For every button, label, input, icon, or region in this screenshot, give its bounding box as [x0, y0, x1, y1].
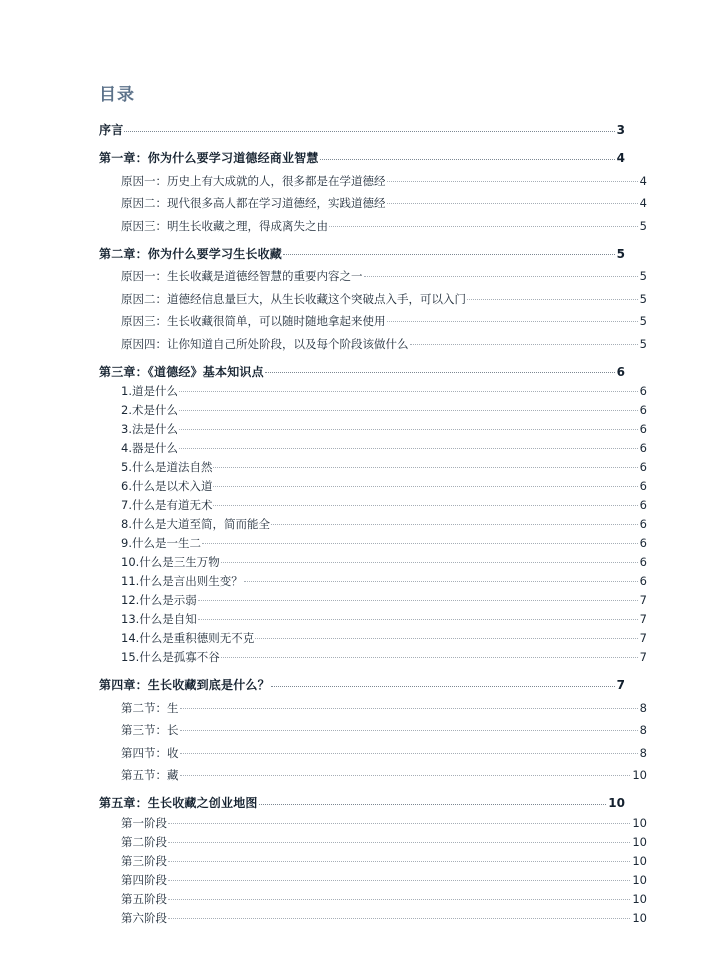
- toc-leader-dots: [467, 291, 638, 303]
- toc-entry-page-number: 10: [608, 796, 625, 810]
- toc-entry[interactable]: [121, 910, 647, 926]
- toc-entry[interactable]: [121, 479, 647, 495]
- toc-entry[interactable]: [121, 517, 647, 533]
- toc-entry-page-number: 10: [632, 872, 647, 887]
- toc-entry[interactable]: [99, 150, 625, 166]
- toc-entry-page-number: 6: [639, 460, 647, 474]
- toc-entry-label: 1.道是什么: [121, 384, 178, 398]
- toc-entry[interactable]: [121, 291, 647, 307]
- toc-entry[interactable]: [121, 536, 647, 552]
- page-title: 目录: [99, 85, 135, 105]
- toc-leader-dots: [259, 795, 607, 807]
- toc-entry-page-number: 4: [639, 196, 647, 210]
- toc-entry-label: 第三阶段: [121, 853, 167, 868]
- toc-entry-label: 11.什么是言出则生变？: [121, 574, 243, 588]
- toc-entry-page-number: 5: [616, 246, 625, 261]
- toc-entry-label: 原因三：生长收藏很简单，可以随时随地拿起来使用: [121, 314, 386, 328]
- table-of-contents: [99, 122, 647, 926]
- toc-entry-page-number: 7: [616, 678, 625, 692]
- toc-entry-page-number: 8: [639, 745, 647, 760]
- toc-leader-dots: [387, 196, 638, 208]
- toc-entry[interactable]: [121, 593, 647, 609]
- toc-entry[interactable]: [121, 872, 647, 888]
- toc-entry-page-number: 3: [616, 123, 625, 137]
- toc-leader-dots: [180, 768, 631, 780]
- toc-entry-label: 原因二：现代很多高人都在学习道德经，实践道德经: [121, 196, 386, 210]
- toc-entry[interactable]: [121, 196, 647, 212]
- toc-entry-page-number: 6: [639, 536, 647, 550]
- toc-entry[interactable]: [121, 460, 647, 476]
- toc-leader-dots: [180, 723, 638, 735]
- toc-leader-dots: [255, 631, 637, 643]
- toc-leader-dots: [213, 479, 637, 491]
- toc-entry-page-number: 6: [639, 574, 647, 588]
- toc-entry-label: 第三节：长: [121, 723, 179, 737]
- toc-leader-dots: [329, 218, 638, 230]
- toc-leader-dots: [271, 517, 638, 529]
- toc-entry-page-number: 7: [639, 612, 647, 626]
- toc-leader-dots: [387, 314, 638, 326]
- toc-leader-dots: [168, 891, 630, 903]
- toc-entry-label: 第五阶段: [121, 891, 167, 906]
- toc-entry-label: 第六阶段: [121, 910, 167, 925]
- toc-entry-page-number: 7: [639, 593, 647, 607]
- toc-entry-label: 第五章：生长收藏之创业地图: [99, 796, 258, 810]
- toc-entry[interactable]: [121, 218, 647, 234]
- toc-entry-label: 5.什么是道法自然: [121, 460, 213, 474]
- toc-leader-dots: [202, 536, 638, 548]
- toc-entry[interactable]: [121, 612, 647, 628]
- toc-entry-label: 原因四：让你知道自己所处阶段，以及每个阶段该做什么: [121, 336, 409, 351]
- toc-entry[interactable]: [121, 336, 647, 352]
- toc-entry-label: 第一章：你为什么要学习道德经商业智慧: [99, 151, 319, 165]
- toc-entry[interactable]: [121, 834, 647, 850]
- toc-entry-page-number: 5: [639, 269, 647, 283]
- toc-entry-label: 第四节：收: [121, 745, 179, 760]
- toc-leader-dots: [410, 336, 638, 348]
- toc-entry-label: 原因三：明生长收藏之理，得成离失之由: [121, 218, 328, 233]
- toc-entry[interactable]: [121, 498, 647, 514]
- toc-entry-page-number: 10: [632, 910, 647, 925]
- toc-entry-page-number: 10: [632, 768, 647, 782]
- toc-entry-label: 8.什么是大道至简，简而能全: [121, 517, 270, 531]
- toc-entry-page-number: 5: [639, 314, 647, 328]
- toc-entry-label: 第一阶段: [121, 815, 167, 830]
- toc-entry[interactable]: [121, 173, 647, 189]
- toc-leader-dots: [221, 555, 638, 567]
- toc-leader-dots: [283, 246, 615, 258]
- toc-entry-page-number: 6: [639, 555, 647, 569]
- toc-entry[interactable]: [121, 403, 647, 419]
- toc-leader-dots: [180, 745, 638, 757]
- toc-leader-dots: [180, 700, 638, 712]
- toc-entry-label: 10.什么是三生万物: [121, 555, 220, 569]
- toc-entry-page-number: 4: [639, 173, 647, 188]
- toc-entry-page-number: 6: [639, 479, 647, 493]
- toc-leader-dots: [168, 853, 630, 865]
- toc-entry[interactable]: [99, 795, 625, 811]
- toc-leader-dots: [213, 460, 637, 472]
- toc-entry-label: 9.什么是一生二: [121, 536, 201, 550]
- toc-entry[interactable]: [121, 815, 647, 831]
- toc-entry-page-number: 10: [632, 891, 647, 906]
- toc-entry-label: 第二节：生: [121, 700, 179, 715]
- toc-entry[interactable]: [121, 853, 647, 869]
- toc-leader-dots: [179, 422, 638, 434]
- toc-entry[interactable]: [121, 650, 647, 666]
- toc-entry[interactable]: [121, 768, 647, 784]
- toc-entry-page-number: 6: [639, 422, 647, 436]
- toc-leader-dots: [168, 815, 630, 827]
- toc-entry-label: 12.什么是示弱: [121, 593, 197, 607]
- toc-leader-dots: [320, 150, 615, 162]
- toc-entry[interactable]: [121, 269, 647, 285]
- toc-entry-label: 15.什么是孤寡不谷: [121, 650, 220, 664]
- toc-entry-label: 4.器是什么: [121, 441, 178, 455]
- toc-entry-page-number: 5: [639, 336, 647, 351]
- toc-entry-label: 原因一：历史上有大成就的人，很多都是在学道德经: [121, 173, 386, 188]
- toc-entry-label: 原因一：生长收藏是道德经智慧的重要内容之一: [121, 269, 363, 283]
- toc-leader-dots: [213, 498, 637, 510]
- toc-entry[interactable]: [121, 631, 647, 647]
- toc-entry[interactable]: [99, 677, 625, 693]
- toc-entry-label: 2.术是什么: [121, 403, 178, 417]
- toc-entry-page-number: 10: [632, 834, 647, 849]
- toc-entry-label: 第三章：《道德经》基本知识点: [99, 364, 264, 379]
- toc-entry[interactable]: [99, 122, 625, 138]
- toc-leader-dots: [179, 384, 638, 396]
- toc-entry[interactable]: [121, 723, 647, 739]
- toc-entry[interactable]: [121, 384, 647, 400]
- toc-leader-dots: [179, 403, 638, 415]
- toc-entry[interactable]: [121, 574, 647, 590]
- toc-entry-page-number: 6: [616, 364, 625, 379]
- toc-leader-dots: [179, 441, 638, 453]
- toc-entry-page-number: 5: [639, 218, 647, 233]
- toc-entry-page-number: 8: [639, 700, 647, 715]
- toc-entry[interactable]: [121, 314, 647, 330]
- toc-entry-page-number: 8: [639, 723, 647, 737]
- toc-entry-label: 3.法是什么: [121, 422, 178, 436]
- toc-leader-dots: [364, 269, 638, 281]
- toc-entry-label: 第二章：你为什么要学习生长收藏: [99, 246, 283, 261]
- toc-entry-label: 14.什么是重积德则无不克: [121, 631, 255, 645]
- toc-entry-page-number: 5: [639, 291, 647, 306]
- toc-entry-page-number: 10: [632, 853, 647, 868]
- toc-entry[interactable]: [121, 422, 647, 438]
- toc-entry[interactable]: [121, 441, 647, 457]
- toc-leader-dots: [168, 872, 630, 884]
- toc-entry-label: 第五节：藏: [121, 768, 179, 782]
- toc-entry-page-number: 6: [639, 403, 647, 417]
- toc-leader-dots: [198, 593, 638, 605]
- toc-leader-dots: [265, 364, 615, 376]
- toc-leader-dots: [198, 612, 638, 624]
- toc-entry-label: 7.什么是有道无术: [121, 498, 213, 512]
- toc-leader-dots: [124, 122, 614, 134]
- toc-entry-page-number: 7: [639, 631, 647, 645]
- toc-entry[interactable]: [99, 364, 625, 380]
- toc-leader-dots: [271, 677, 615, 689]
- toc-entry-label: 第二阶段: [121, 834, 167, 849]
- toc-entry[interactable]: [121, 891, 647, 907]
- toc-entry-page-number: 10: [632, 815, 647, 830]
- toc-leader-dots: [168, 910, 630, 922]
- toc-entry-page-number: 4: [616, 151, 625, 165]
- toc-entry-label: 原因二：道德经信息量巨大，从生长收藏这个突破点入手，可以入门: [121, 291, 466, 306]
- toc-entry-page-number: 6: [639, 517, 647, 531]
- toc-leader-dots: [168, 834, 630, 846]
- toc-leader-dots: [244, 574, 638, 586]
- toc-entry-label: 13.什么是自知: [121, 612, 197, 626]
- toc-entry-page-number: 6: [639, 384, 647, 398]
- toc-leader-dots: [221, 650, 638, 662]
- toc-entry-label: 序言: [99, 123, 124, 137]
- toc-entry[interactable]: [121, 700, 647, 716]
- toc-entry-page-number: 7: [639, 650, 647, 664]
- toc-entry[interactable]: [121, 745, 647, 761]
- toc-entry-label: 第四阶段: [121, 872, 167, 887]
- toc-entry-page-number: 6: [639, 498, 647, 512]
- toc-entry-label: 第四章：生长收藏到底是什么？: [99, 678, 270, 692]
- toc-entry-label: 6.什么是以术入道: [121, 479, 213, 493]
- toc-entry[interactable]: [121, 555, 647, 571]
- toc-entry[interactable]: [99, 246, 625, 262]
- toc-leader-dots: [387, 173, 638, 185]
- toc-entry-page-number: 6: [639, 441, 647, 455]
